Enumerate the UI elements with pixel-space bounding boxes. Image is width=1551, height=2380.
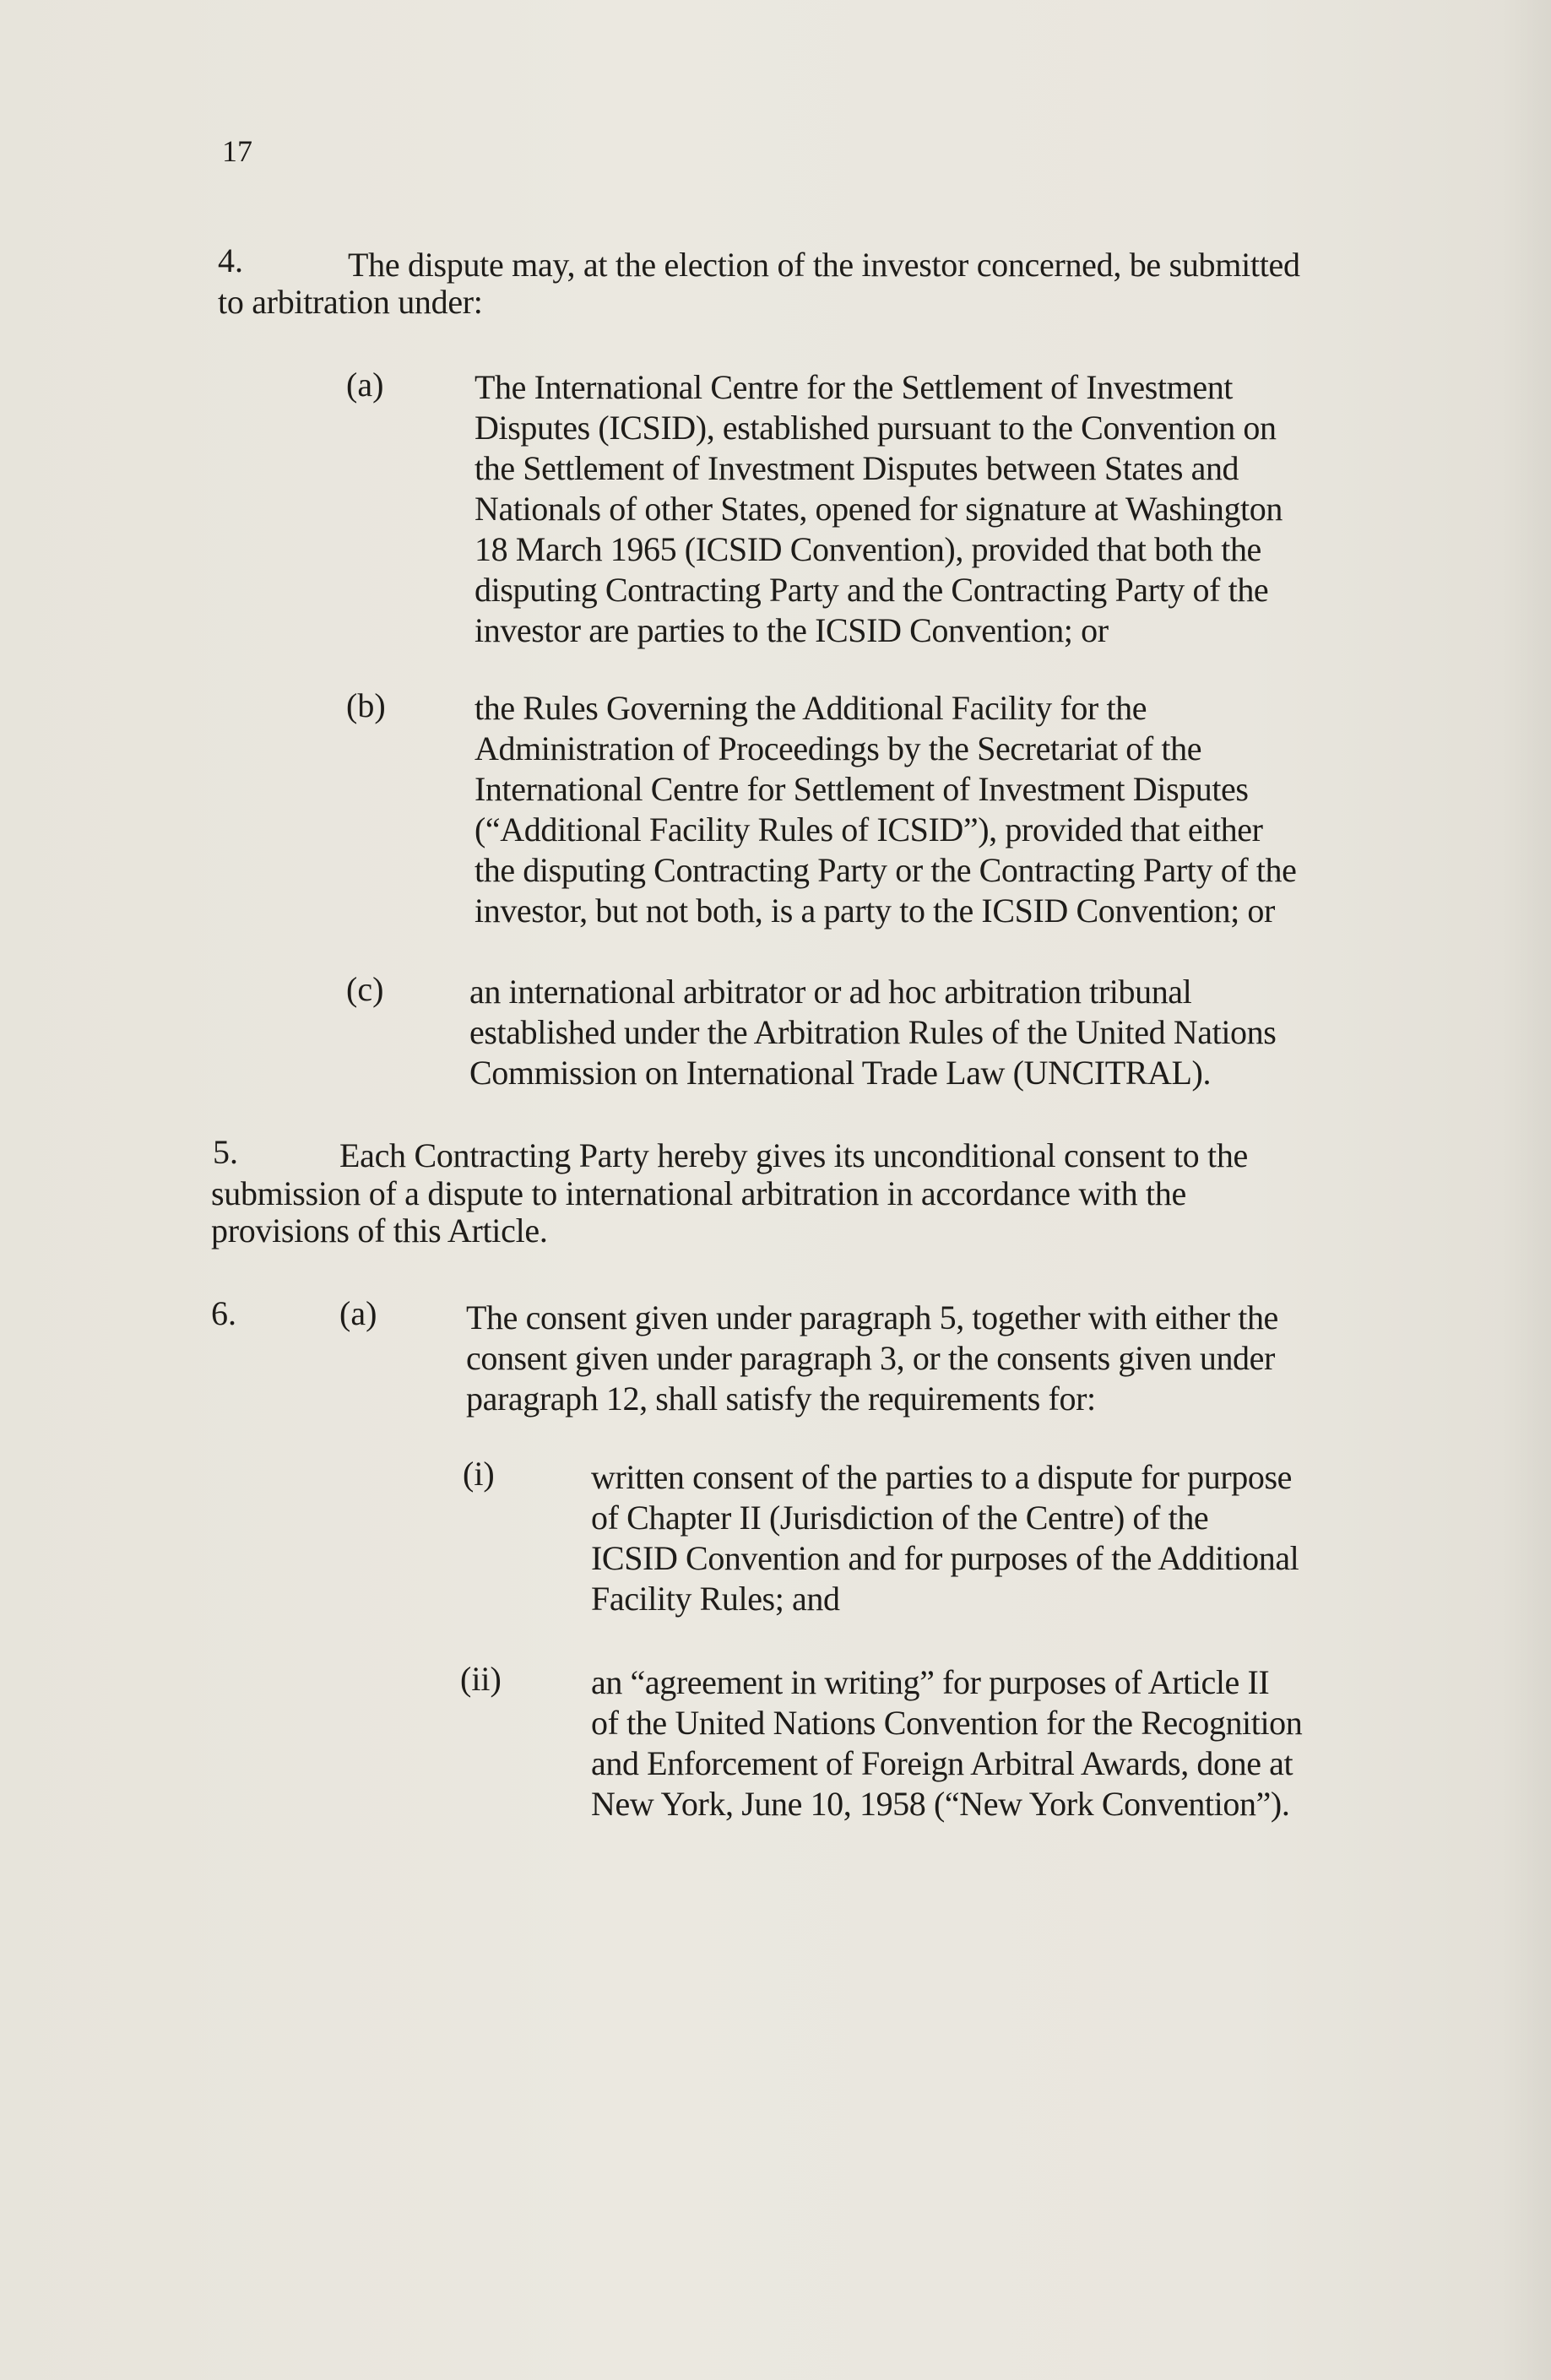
paragraph-6a-ii-line: New York, June 10, 1958 (“New York Convention”).: [591, 1785, 1290, 1823]
paragraph-4c-line: an international arbitrator or ad hoc arbitration tribunal: [469, 973, 1192, 1011]
paragraph-4b-label: (b): [346, 686, 386, 724]
paragraph-4b-line: (“Additional Facility Rules of ICSID”), provided that either: [475, 811, 1263, 848]
paragraph-4a-line: Disputes (ICSID), established pursuant to the Convention on: [475, 409, 1277, 447]
paragraph-6a-ii-text: [591, 1662, 1302, 1824]
paragraph-4a-line: The International Centre for the Settlement of Investment: [475, 368, 1234, 406]
paragraph-6a-text: [466, 1298, 1278, 1419]
paragraph-5-line-2: submission of a dispute to international arbitration in accordance with the: [211, 1174, 1186, 1212]
paragraph-4b-line: the disputing Contracting Party or the Contracting Party of the: [475, 851, 1297, 889]
paragraph-4c-label: (c): [346, 970, 384, 1008]
page-edge-shadow: [1500, 0, 1551, 2380]
paragraph-6a-line: paragraph 12, shall satisfy the requirements for:: [466, 1380, 1096, 1418]
paragraph-6a-i-line: ICSID Convention and for purposes of the Additional: [591, 1539, 1299, 1577]
paragraph-4-line-2: to arbitration under:: [218, 283, 483, 321]
paragraph-4a-label: (a): [346, 366, 384, 404]
paragraph-6a-i-line: of Chapter II (Jurisdiction of the Centre) of the: [591, 1499, 1209, 1537]
paragraph-4a-line: 18 March 1965 (ICSID Convention), provided that both the: [475, 530, 1261, 568]
paragraph-6a-i-label: (i): [463, 1455, 495, 1493]
paragraph-4a-line: investor are parties to the ICSID Convention; or: [475, 611, 1109, 649]
paragraph-6a-line: consent given under paragraph 3, or the consents given under: [466, 1339, 1275, 1377]
page-number: 17: [222, 134, 252, 168]
paragraph-4b-line: Administration of Proceedings by the Secretariat of the: [475, 729, 1202, 767]
paragraph-4-line-1: The dispute may, at the election of the investor concerned, be submitted: [348, 246, 1300, 284]
paragraph-6a-i-line: written consent of the parties to a dispute for purpose: [591, 1458, 1292, 1496]
paragraph-5-line-1: Each Contracting Party hereby gives its unconditional consent to the: [339, 1136, 1249, 1174]
paragraph-6a-ii-line: of the United Nations Convention for the Recognition: [591, 1704, 1303, 1742]
paragraph-4a-line: the Settlement of Investment Disputes between States and: [475, 449, 1239, 487]
paragraph-4b-line: investor, but not both, is a party to the ICSID Convention; or: [475, 892, 1275, 930]
paragraph-6a-ii-line: and Enforcement of Foreign Arbitral Awards, done at: [591, 1744, 1293, 1782]
paragraph-6a-ii-line: an “agreement in writing” for purposes of Article II: [591, 1663, 1270, 1701]
paragraph-4c-line: established under the Arbitration Rules of the United Nations: [469, 1013, 1277, 1051]
paragraph-6a-ii-label: (ii): [460, 1660, 502, 1698]
paragraph-6a-i-text: [591, 1457, 1299, 1619]
paragraph-4c-line: Commission on International Trade Law (UNCITRAL).: [469, 1054, 1212, 1092]
paragraph-4a-line: Nationals of other States, opened for signature at Washington: [475, 490, 1283, 528]
paragraph-4-number: 4.: [218, 241, 243, 279]
paragraph-4b-line: International Centre for Settlement of Investment Disputes: [475, 770, 1249, 808]
paragraph-6a-label: (a): [339, 1294, 377, 1332]
paragraph-4b-line: the Rules Governing the Additional Facility for the: [475, 689, 1147, 727]
paragraph-5-line-3: provisions of this Article.: [211, 1212, 548, 1250]
paragraph-6a-line: The consent given under paragraph 5, together with either the: [466, 1298, 1278, 1336]
paragraph-4c-text: [469, 972, 1276, 1093]
paragraph-4b-text: [475, 688, 1297, 931]
paragraph-4a-text: [475, 367, 1283, 651]
paragraph-6a-i-line: Facility Rules; and: [591, 1580, 840, 1618]
paragraph-4a-line: disputing Contracting Party and the Contracting Party of the: [475, 571, 1269, 609]
paragraph-5-number: 5.: [213, 1133, 238, 1171]
paragraph-6-number: 6.: [211, 1294, 236, 1332]
